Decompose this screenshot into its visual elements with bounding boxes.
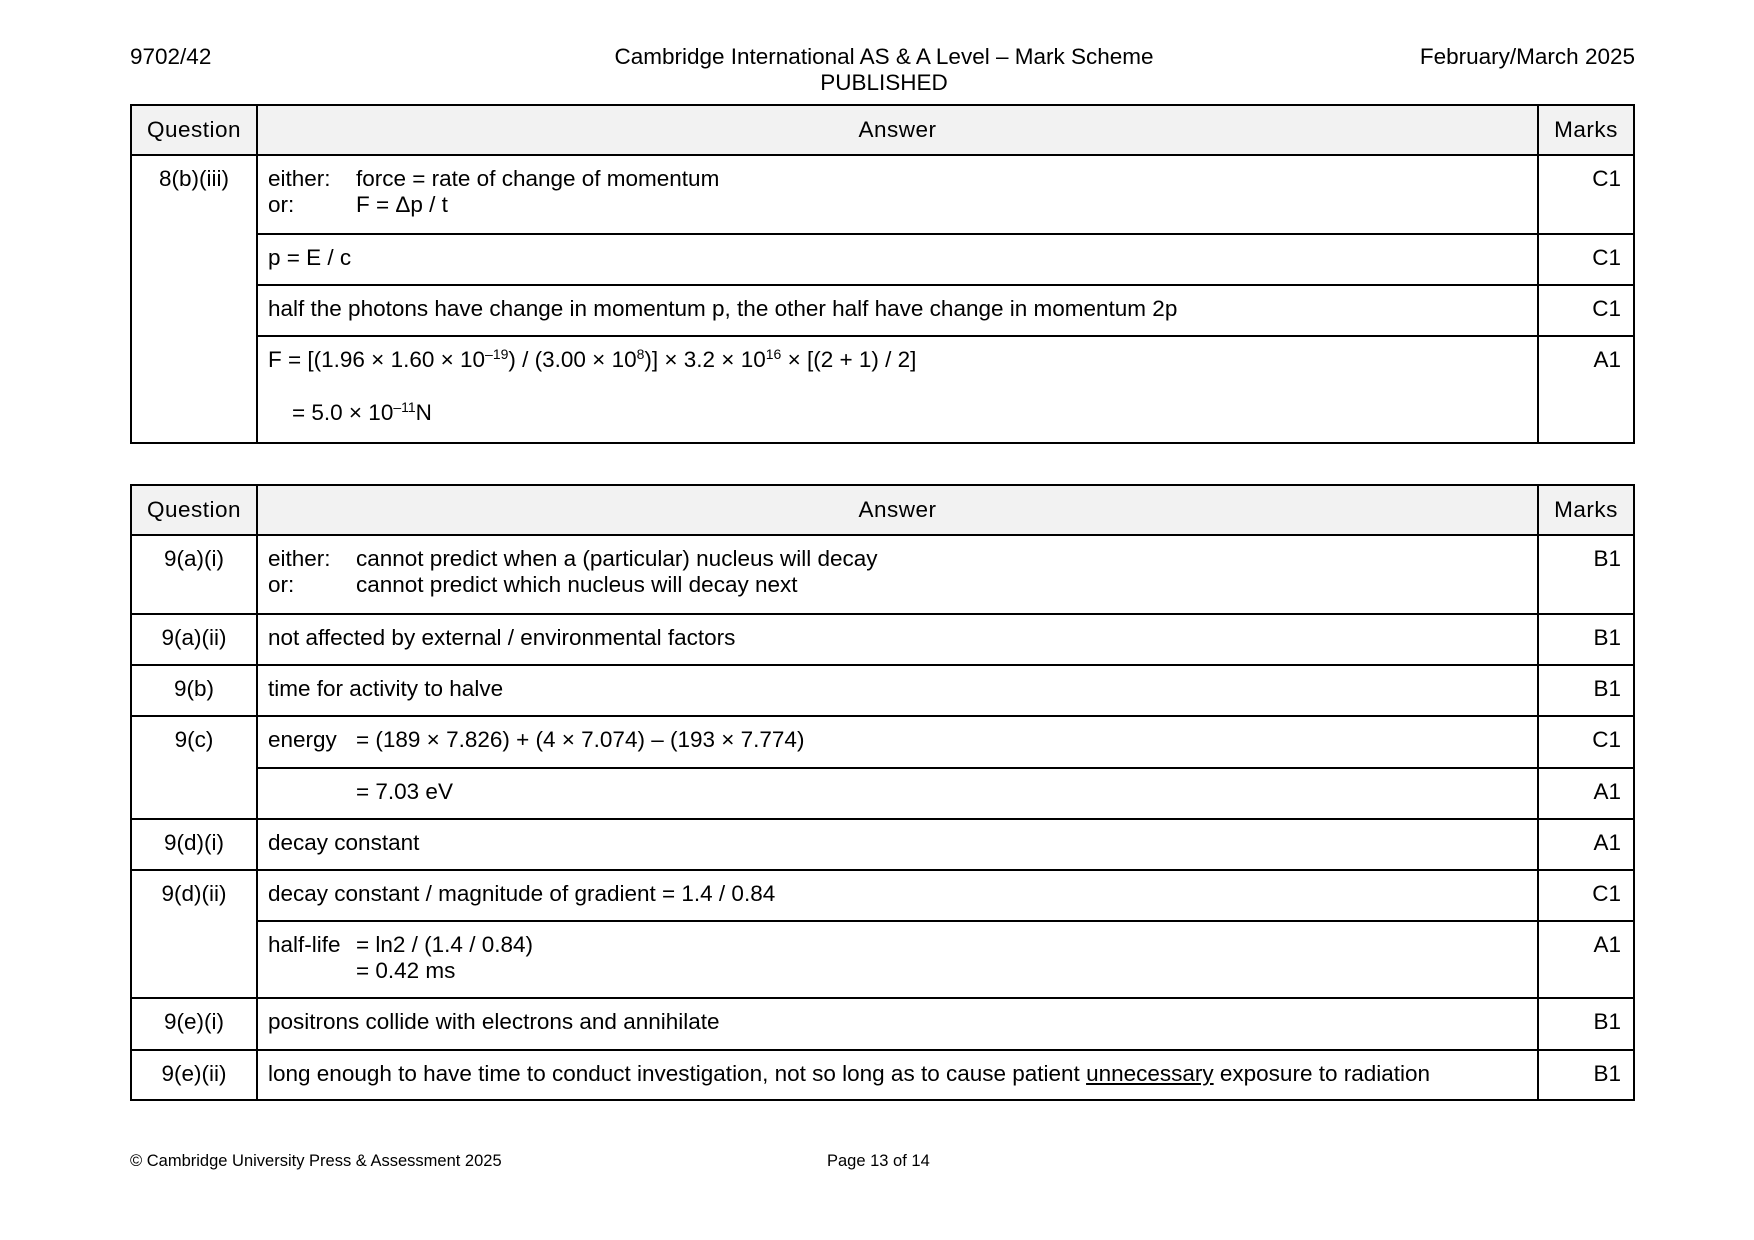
page-number: Page 13 of 14 bbox=[827, 1152, 930, 1170]
table-row bbox=[131, 768, 1634, 819]
underlined-word: unnecessary bbox=[1086, 1061, 1214, 1086]
paper-code: 9702/42 bbox=[130, 44, 212, 69]
table-row bbox=[131, 921, 1634, 998]
mark-cell: C1 bbox=[1538, 285, 1634, 336]
answer-cell bbox=[257, 535, 1538, 614]
answer-cell: time for activity to halve bbox=[257, 665, 1538, 716]
answer-text: long enough to have time to conduct investigation, not so long as to cause patient unnecessary exposure to radiation bbox=[268, 1061, 1431, 1086]
answer-cell bbox=[257, 716, 1538, 768]
mark-cell: A1 bbox=[1538, 819, 1634, 870]
question-number: 9(b) bbox=[131, 665, 257, 716]
force-equation: $F = [(1.96 \times 1.60 \times 10^{-19}) / (3.00 \times 10^8)] \times 3.2 \times 10^{16} \times [(2 + 1) / 2]$ bbox=[268, 346, 917, 372]
answer-text: F = Δp / t bbox=[356, 192, 448, 217]
copyright-notice: © Cambridge University Press & Assessment 2025 bbox=[130, 1152, 502, 1170]
answer-cell: not affected by external / environmental factors bbox=[257, 614, 1538, 665]
table-header-row bbox=[131, 105, 1634, 155]
force-result: = $5.0 \times 10^{-11}N$ bbox=[292, 399, 432, 425]
question-number: 9(a)(ii) bbox=[131, 614, 257, 665]
answer-cell bbox=[257, 155, 1538, 234]
answer-text: = 7.03 eV bbox=[356, 779, 453, 804]
mark-cell: B1 bbox=[1538, 998, 1634, 1050]
table-row bbox=[131, 614, 1634, 665]
question-number: 9(a)(i) bbox=[131, 535, 257, 614]
half-life-label: half-life bbox=[268, 932, 341, 957]
question-number: 9(c) bbox=[131, 716, 257, 819]
answer-text: force = rate of change of momentum bbox=[356, 166, 720, 191]
or-label: or: bbox=[268, 192, 295, 217]
table-row bbox=[131, 870, 1634, 921]
header-marks: Marks bbox=[1538, 105, 1634, 155]
mark-scheme-table-q9 bbox=[130, 484, 1635, 1101]
table-row bbox=[131, 665, 1634, 716]
table-row bbox=[131, 155, 1634, 234]
energy-label: energy bbox=[268, 727, 337, 752]
mark-cell: B1 bbox=[1538, 614, 1634, 665]
answer-cell bbox=[257, 768, 1538, 819]
mark-cell: C1 bbox=[1538, 716, 1634, 768]
mark-cell: B1 bbox=[1538, 1050, 1634, 1100]
answer-cell: decay constant bbox=[257, 819, 1538, 870]
header-question: Question bbox=[131, 105, 257, 155]
answer-cell bbox=[257, 1050, 1538, 1100]
either-label: either: bbox=[268, 166, 331, 191]
table-row bbox=[131, 234, 1634, 285]
answer-cell: p = E / c bbox=[257, 234, 1538, 285]
mark-cell: A1 bbox=[1538, 921, 1634, 998]
mark-cell: C1 bbox=[1538, 155, 1634, 234]
table-row bbox=[131, 285, 1634, 336]
table-row bbox=[131, 716, 1634, 768]
answer-text: = (189 × 7.826) + (4 × 7.074) – (193 × 7.774) bbox=[356, 727, 805, 752]
published-status: PUBLISHED bbox=[820, 70, 948, 95]
or-label: or: bbox=[268, 572, 295, 597]
header-question: Question bbox=[131, 485, 257, 535]
answer-cell: positrons collide with electrons and annihilate bbox=[257, 998, 1538, 1050]
table-row bbox=[131, 535, 1634, 614]
mark-cell: C1 bbox=[1538, 870, 1634, 921]
answer-cell bbox=[257, 921, 1538, 998]
mark-cell: C1 bbox=[1538, 234, 1634, 285]
question-number: 9(d)(i) bbox=[131, 819, 257, 870]
either-label: either: bbox=[268, 546, 331, 571]
answer-text: = ln2 / (1.4 / 0.84) bbox=[356, 932, 533, 957]
exam-session: February/March 2025 bbox=[1419, 44, 1635, 69]
mark-scheme-table-q8 bbox=[130, 104, 1635, 444]
answer-text: cannot predict which nucleus will decay next bbox=[356, 572, 798, 597]
table-row bbox=[131, 1050, 1634, 1100]
mark-cell: B1 bbox=[1538, 665, 1634, 716]
header-marks: Marks bbox=[1538, 485, 1634, 535]
table-row bbox=[131, 998, 1634, 1050]
table-row bbox=[131, 819, 1634, 870]
header-answer: Answer bbox=[257, 105, 1538, 155]
mark-cell: A1 bbox=[1538, 768, 1634, 819]
question-number: 9(d)(ii) bbox=[131, 870, 257, 998]
mark-cell: B1 bbox=[1538, 535, 1634, 614]
header-answer: Answer bbox=[257, 485, 1538, 535]
question-number: 8(b)(iii) bbox=[131, 155, 257, 443]
answer-text: cannot predict when a (particular) nucleus will decay bbox=[356, 546, 878, 571]
question-number: 9(e)(i) bbox=[131, 998, 257, 1050]
table-header-row bbox=[131, 485, 1634, 535]
answer-text: = 0.42 ms bbox=[356, 958, 456, 983]
mark-cell: A1 bbox=[1538, 336, 1634, 443]
document-title-text: Cambridge International AS & A Level – Mark Scheme bbox=[614, 44, 1154, 69]
answer-cell bbox=[257, 336, 1538, 443]
answer-cell: decay constant / magnitude of gradient = 1.4 / 0.84 bbox=[257, 870, 1538, 921]
question-number: 9(e)(ii) bbox=[131, 1050, 257, 1100]
table-row bbox=[131, 336, 1634, 443]
answer-cell: half the photons have change in momentum p, the other half have change in momentum 2p bbox=[257, 285, 1538, 336]
